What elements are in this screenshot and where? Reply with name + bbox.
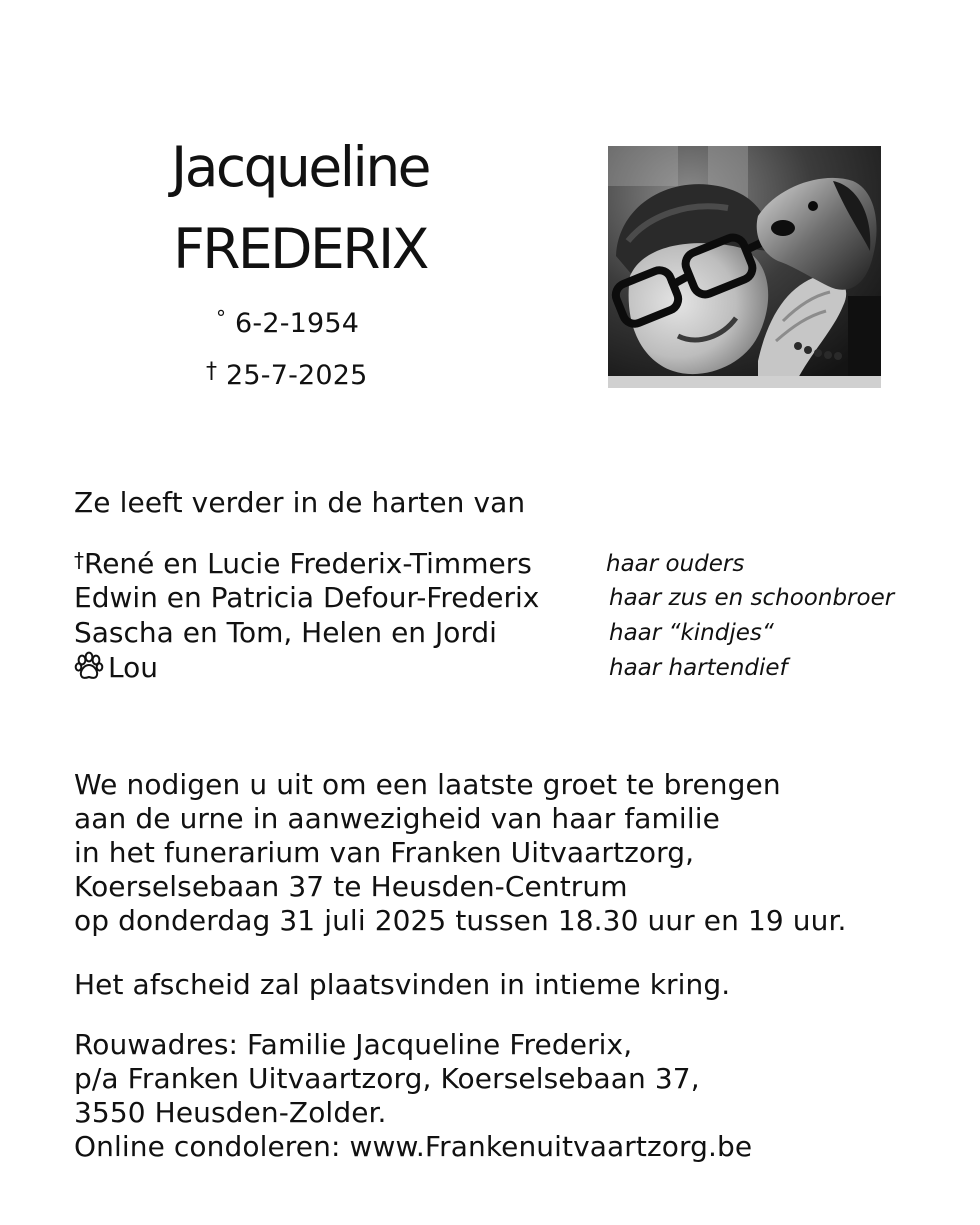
birth-date: 6-2-1954 xyxy=(235,308,360,339)
invitation-line: in het funerarium van Franken Uitvaartzorg, xyxy=(74,836,695,869)
birth-date-line xyxy=(216,306,360,339)
invitation-line: Koerselsebaan 37 te Heusden-Centrum xyxy=(74,870,628,903)
deceased-first-name: Jacqueline xyxy=(170,135,430,199)
family-member-name: Sascha en Tom, Helen en Jordi xyxy=(74,616,497,649)
family-member-role: haar hartendief xyxy=(609,655,788,681)
address-line: Rouwadres: Familie Jacqueline Frederix, xyxy=(74,1028,633,1061)
address-paragraph xyxy=(74,1028,752,1164)
invitation-paragraph xyxy=(74,768,847,938)
family-intro: Ze leeft verder in de harten van xyxy=(74,486,526,519)
family-member-role: haar zus en schoonbroer xyxy=(609,585,895,611)
invitation-line: op donderdag 31 juli 2025 tussen 18.30 uur en 19 uur. xyxy=(74,904,847,937)
family-member-role: haar ouders xyxy=(606,551,745,577)
family-member-label: René en Lucie Frederix-Timmers xyxy=(84,547,532,580)
condolence-website: Online condoleren: www.Frankenuitvaartzorg.be xyxy=(74,1130,753,1163)
paw-icon xyxy=(74,651,104,681)
deceased-last-name: FREDERIX xyxy=(173,217,427,281)
family-member-name: Edwin en Patricia Defour-Frederix xyxy=(74,581,540,614)
death-date-line xyxy=(206,359,368,391)
portrait-photo xyxy=(608,146,881,388)
cross-icon: † xyxy=(74,548,84,572)
invitation-line: We nodigen u uit om een laatste groet te brengen xyxy=(74,768,781,801)
death-symbol: † xyxy=(206,359,218,384)
farewell-text: Het afscheid zal plaatsvinden in intieme kring. xyxy=(74,968,731,1001)
portrait-photo-icon xyxy=(608,146,881,388)
address-line: p/a Franken Uitvaartzorg, Koerselsebaan 37, xyxy=(74,1062,700,1095)
family-member-role: haar “kindjes“ xyxy=(609,620,774,646)
birth-symbol: ° xyxy=(216,306,227,330)
family-member-name xyxy=(74,651,158,685)
family-member-name xyxy=(74,547,532,583)
invitation-line: aan de urne in aanwezigheid van haar familie xyxy=(74,802,720,835)
address-line: 3550 Heusden-Zolder. xyxy=(74,1096,387,1129)
death-date: 25-7-2025 xyxy=(226,360,368,391)
family-member-label: Lou xyxy=(108,651,158,684)
